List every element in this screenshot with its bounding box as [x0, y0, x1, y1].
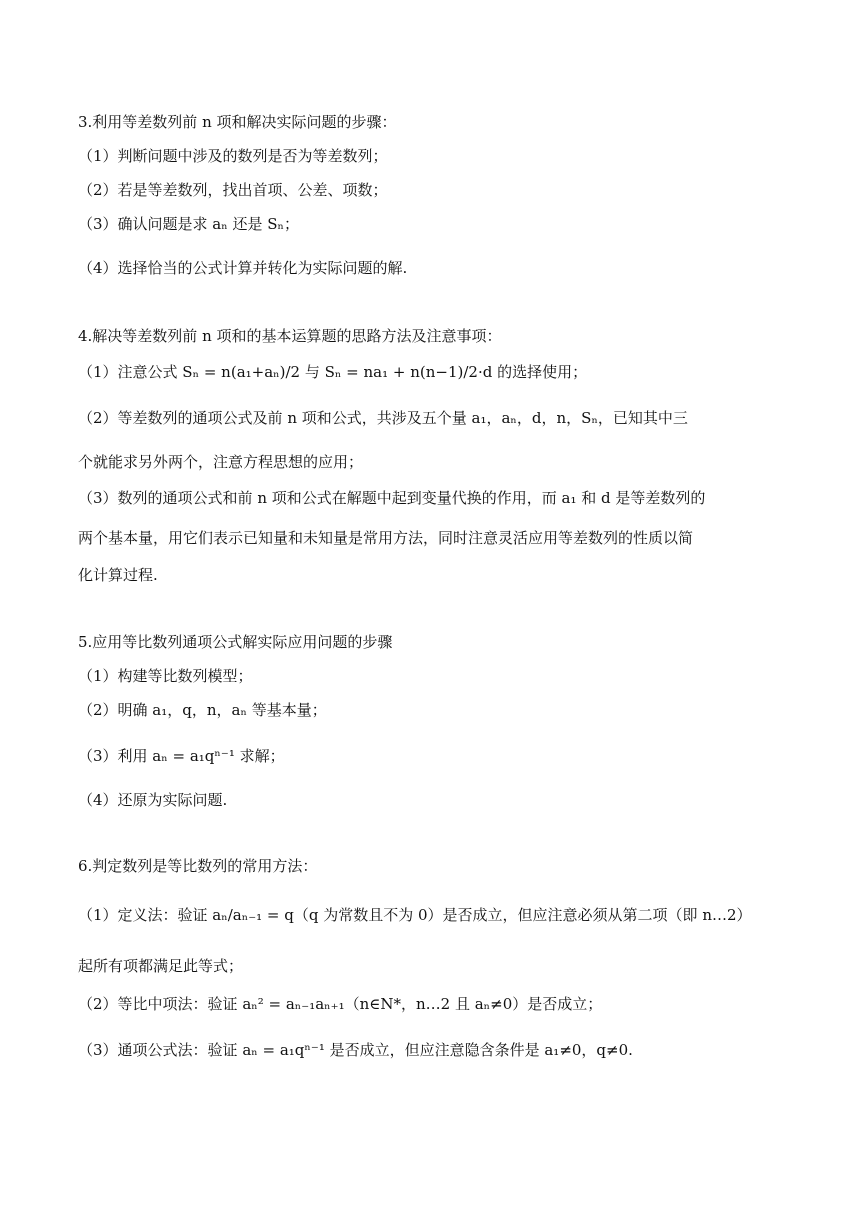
section-5-item-3: （3）利用 aₙ = a₁qⁿ⁻¹ 求解；: [78, 747, 285, 765]
section-3-item-3: （3）确认问题是求 aₙ 还是 Sₙ；: [78, 215, 300, 233]
section-4-item-3-line-3: 化计算过程.: [78, 566, 158, 584]
section-6-item-2: （2）等比中项法：验证 aₙ² = aₙ₋₁aₙ₊₁（n∈N*，n…2 且 aₙ≠0）是否成立；: [78, 995, 603, 1013]
section-4-item-1: （1）注意公式 Sₙ = n(a₁+aₙ)/2 与 Sₙ = na₁ + n(n−1)/2·d 的选择使用；: [78, 363, 588, 381]
section-3-title: 3.利用等差数列前 n 项和解决实际问题的步骤：: [78, 113, 397, 131]
section-5-item-1: （1）构建等比数列模型；: [78, 667, 253, 685]
section-6-item-1-line-2: 起所有项都满足此等式；: [78, 957, 244, 975]
section-5-item-2: （2）明确 a₁，q，n，aₙ 等基本量；: [78, 701, 327, 719]
section-4-item-2-line-1: （2）等差数列的通项公式及前 n 项和公式，共涉及五个量 a₁，aₙ，d，n，Sₙ，已知其中三: [78, 409, 688, 427]
section-3-item-2: （2）若是等差数列，找出首项、公差、项数；: [78, 181, 388, 199]
section-5-item-4: （4）还原为实际问题.: [78, 791, 228, 809]
section-3-item-4: （4）选择恰当的公式计算并转化为实际问题的解.: [78, 259, 408, 277]
section-4-item-3-line-1: （3）数列的通项公式和前 n 项和公式在解题中起到变量代换的作用，而 a₁ 和 d 是等差数列的: [78, 489, 706, 507]
section-4-item-3-line-2: 两个基本量，用它们表示已知量和未知量是常用方法，同时注意灵活应用等差数列的性质以简: [78, 529, 694, 547]
section-6-item-3: （3）通项公式法：验证 aₙ = a₁qⁿ⁻¹ 是否成立，但应注意隐含条件是 a₁≠0，q≠0.: [78, 1041, 633, 1059]
section-4-item-2-line-2: 个就能求另外两个，注意方程思想的应用；: [78, 453, 364, 471]
section-5-title: 5.应用等比数列通项公式解实际应用问题的步骤: [78, 633, 393, 651]
section-3-item-1: （1）判断问题中涉及的数列是否为等差数列；: [78, 147, 388, 165]
section-4-title: 4.解决等差数列前 n 项和的基本运算题的思路方法及注意事项：: [78, 327, 502, 345]
section-6-item-1-line-1: （1）定义法：验证 aₙ/aₙ₋₁ = q（q 为常数且不为 0）是否成立，但应注意必须从第二项（即 n…2）: [78, 906, 752, 924]
section-6-title: 6.判定数列是等比数列的常用方法：: [78, 857, 318, 875]
